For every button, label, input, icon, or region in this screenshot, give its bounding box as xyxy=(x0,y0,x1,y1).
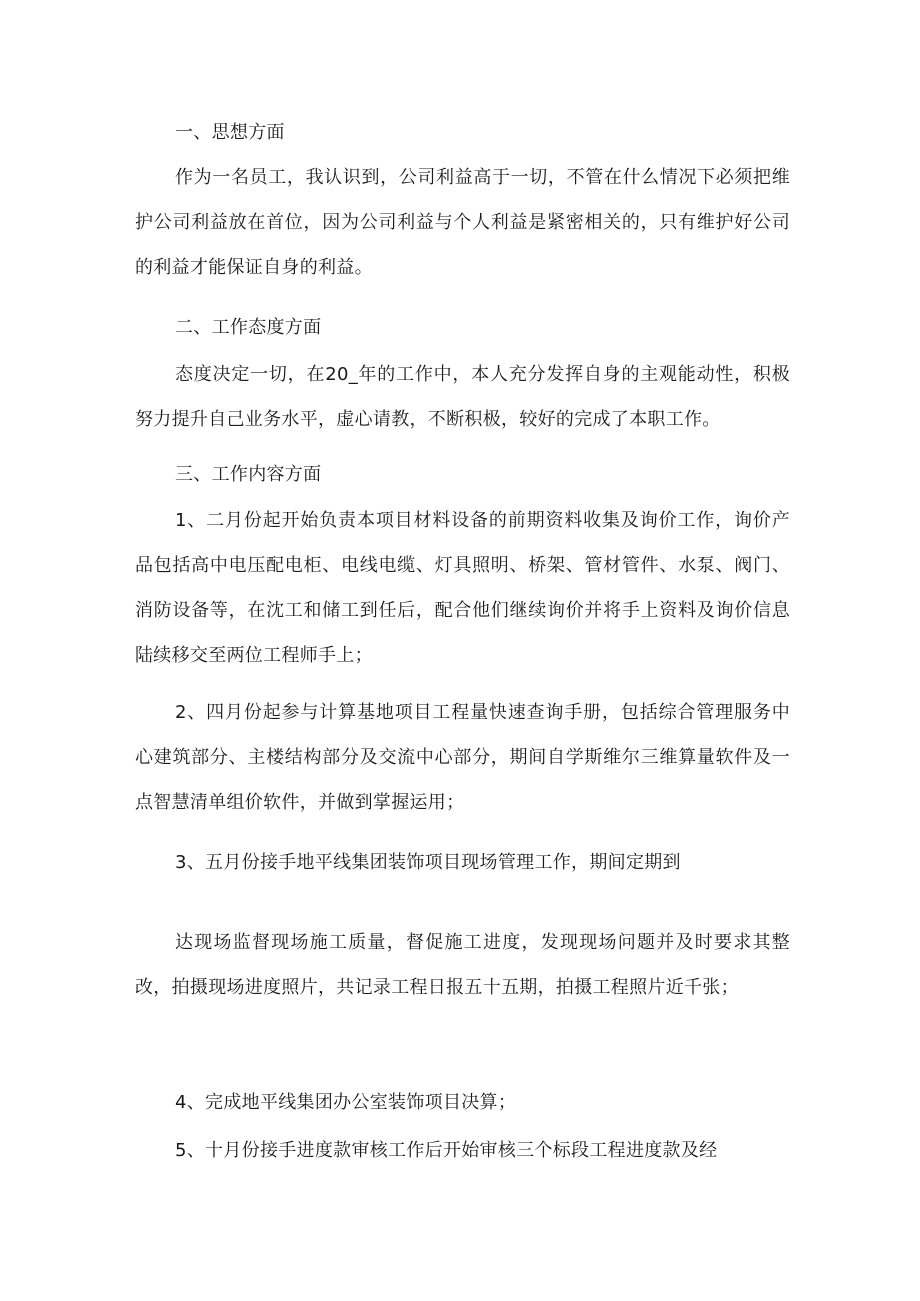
list-item-4: 4、完成地平线集团办公室装饰项目决算； xyxy=(175,1092,517,1113)
paragraph-attitude: 态度决定一切，在20_年的工作中，本人充分发挥自身的主观能动性，积极努力提升自己业务水平，虚心请教，不断积极，较好的完成了本职工作。 xyxy=(135,364,790,430)
list-item-3-continued: 达现场监督现场施工质量，督促施工进度，发现现场问题并及时要求其整改，拍摄现场进度照片，共记录工程日报五十五期，拍摄工程照片近千张； xyxy=(135,932,790,998)
paragraph-thought: 作为一名员工，我认识到，公司利益高于一切，不管在什么情况下必须把维护公司利益放在首位，因为公司利益与个人利益是紧密相关的，只有维护好公司的利益才能保证自身的利益。 xyxy=(135,167,790,278)
list-item-2: 2、四月份起参与计算基地项目工程量快速查询手册，包括综合管理服务中心建筑部分、主楼结构部分及交流中心部分，期间自学斯维尔三维算量软件及一点智慧清单组价软件，并做到掌握运用； xyxy=(135,702,790,813)
list-item-5: 5、十月份接手进度款审核工作后开始审核三个标段工程进度款及经 xyxy=(175,1140,718,1161)
list-item-3-start: 3、五月份接手地平线集团装饰项目现场管理工作，期间定期到 xyxy=(175,852,681,873)
section-heading-thought: 一、思想方面 xyxy=(175,122,285,143)
section-heading-content: 三、工作内容方面 xyxy=(175,464,322,485)
section-heading-attitude: 二、工作态度方面 xyxy=(175,317,322,338)
list-item-1: 1、二月份起开始负责本项目材料设备的前期资料收集及询价工作，询价产品包括高中电压配电柜、电线电缆、灯具照明、桥架、管材管件、水泵、阀门、消防设备等，在沈工和储工到任后，配合他们继续询价并将手上资料及询价信息陆续移交至两位工程师手上； xyxy=(135,510,790,666)
